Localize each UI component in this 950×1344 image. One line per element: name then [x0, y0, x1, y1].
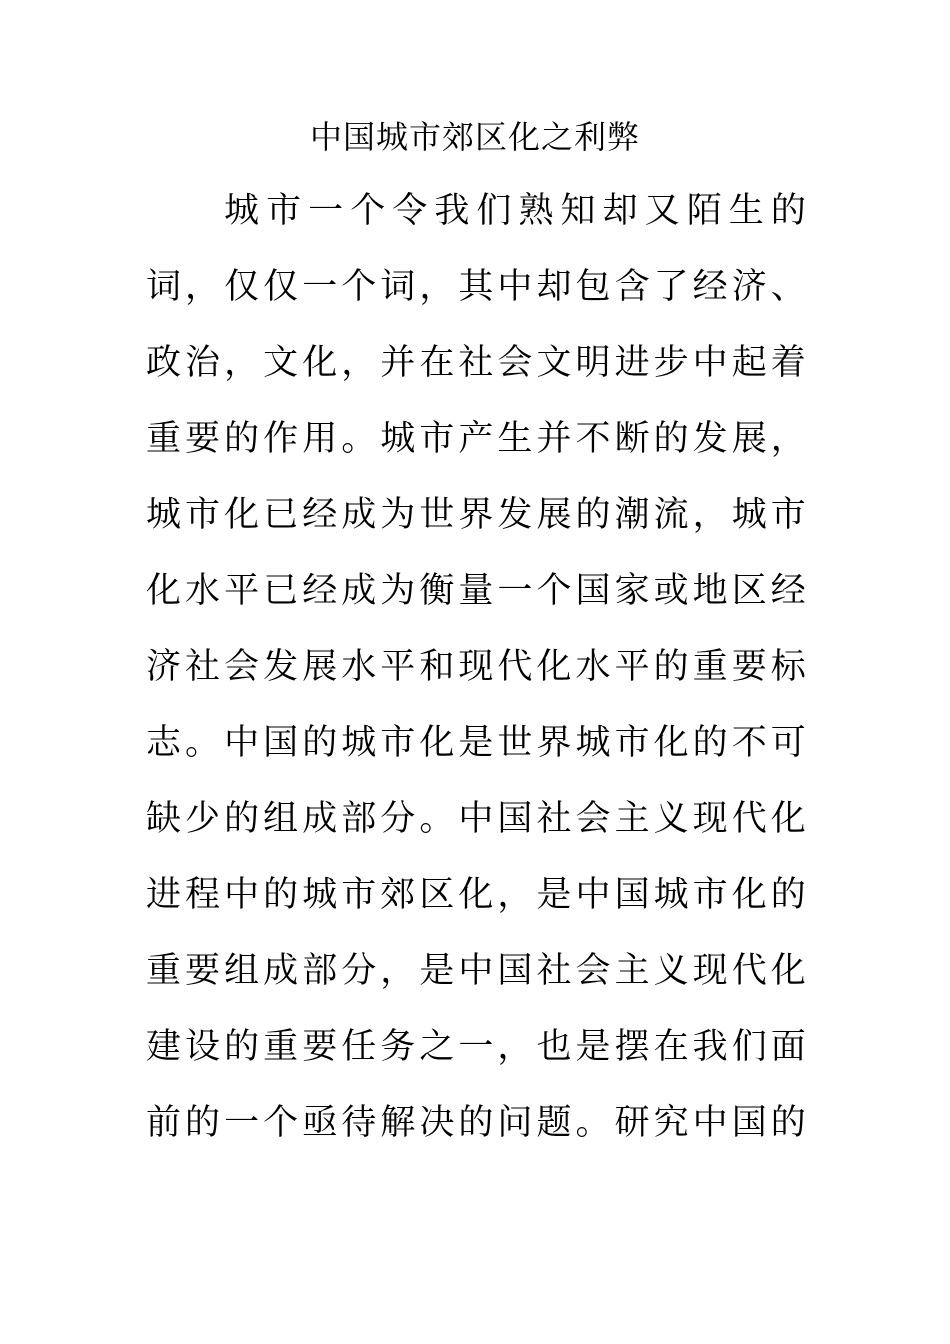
- text-glyph: 明: [575, 343, 611, 383]
- text-glyph: 城: [302, 875, 338, 915]
- text-glyph: 仅: [263, 267, 299, 307]
- paragraph-line: [146, 185, 806, 261]
- text-glyph: 展: [302, 647, 338, 687]
- text-glyph: 生: [497, 419, 533, 459]
- text-glyph: 化: [419, 723, 455, 763]
- text-glyph: 的: [302, 723, 338, 763]
- text-glyph: 济: [146, 647, 182, 687]
- text-glyph: 究: [653, 1103, 689, 1143]
- paragraph-line: [146, 565, 806, 641]
- text-glyph: ，: [341, 343, 377, 383]
- text-glyph: 成: [263, 951, 299, 991]
- text-glyph: 。: [575, 1103, 611, 1143]
- text-glyph: 现: [692, 799, 728, 839]
- text-glyph: 文: [263, 343, 299, 383]
- text-glyph: 社: [185, 647, 221, 687]
- text-glyph: 词: [146, 267, 182, 307]
- text-glyph: 任: [341, 1027, 377, 1067]
- text-glyph: 国: [497, 951, 533, 991]
- body-paragraph: [146, 185, 806, 1173]
- text-glyph: 济: [731, 267, 767, 307]
- text-glyph: 城: [224, 191, 260, 231]
- paragraph-line: [146, 717, 806, 793]
- text-glyph: 会: [224, 647, 260, 687]
- text-glyph: 作: [263, 419, 299, 459]
- text-glyph: 们: [476, 191, 512, 231]
- text-glyph: 一: [308, 191, 344, 231]
- text-glyph: 在: [653, 1027, 689, 1067]
- paragraph-line: [146, 793, 806, 869]
- text-glyph: 分: [380, 799, 416, 839]
- text-glyph: 在: [419, 343, 455, 383]
- text-glyph: 城: [731, 495, 767, 535]
- text-glyph: 进: [614, 343, 650, 383]
- text-glyph: 义: [653, 799, 689, 839]
- text-glyph: 起: [731, 343, 767, 383]
- text-glyph: 国: [614, 875, 650, 915]
- text-glyph: 水: [185, 571, 221, 611]
- text-glyph: 、: [770, 267, 806, 307]
- text-glyph: 化: [224, 495, 260, 535]
- paragraph-line: [146, 413, 806, 489]
- text-glyph: 含: [614, 267, 650, 307]
- text-glyph: 经: [302, 571, 338, 611]
- text-glyph: 可: [770, 723, 806, 763]
- text-glyph: 要: [731, 647, 767, 687]
- text-glyph: 化: [536, 647, 572, 687]
- text-glyph: 仅: [224, 267, 260, 307]
- text-glyph: 并: [536, 419, 572, 459]
- document-title: 中国城市郊区化之利弊: [309, 118, 640, 156]
- text-glyph: 化: [731, 875, 767, 915]
- text-glyph: ，: [185, 267, 221, 307]
- text-glyph: 社: [458, 343, 494, 383]
- text-glyph: 中: [692, 343, 728, 383]
- text-glyph: 展: [731, 419, 767, 459]
- text-glyph: 化: [302, 343, 338, 383]
- text-glyph: 是: [419, 951, 455, 991]
- text-glyph: 是: [536, 875, 572, 915]
- text-glyph: 区: [731, 571, 767, 611]
- text-glyph: 城: [380, 419, 416, 459]
- text-glyph: 量: [458, 571, 494, 611]
- text-glyph: 平: [380, 647, 416, 687]
- text-glyph: 经: [692, 267, 728, 307]
- text-glyph: 成: [341, 571, 377, 611]
- text-glyph: 知: [560, 191, 596, 231]
- text-glyph: 市: [341, 875, 377, 915]
- text-glyph: 的: [224, 1027, 260, 1067]
- text-glyph: 一: [458, 1027, 494, 1067]
- text-glyph: 成: [302, 799, 338, 839]
- text-glyph: 中: [692, 1103, 728, 1143]
- text-glyph: 的: [692, 723, 728, 763]
- text-glyph: 国: [263, 723, 299, 763]
- text-glyph: 和: [419, 647, 455, 687]
- text-glyph: 生: [728, 191, 764, 231]
- text-glyph: 不: [575, 419, 611, 459]
- text-glyph: 代: [731, 951, 767, 991]
- text-glyph: 潮: [614, 495, 650, 535]
- text-glyph: 并: [380, 343, 416, 383]
- text-glyph: 城: [341, 723, 377, 763]
- text-glyph: 郊: [380, 875, 416, 915]
- text-glyph: 的: [224, 799, 260, 839]
- text-glyph: 重: [263, 1027, 299, 1067]
- text-glyph: 经: [770, 571, 806, 611]
- text-glyph: 个: [536, 571, 572, 611]
- text-glyph: 的: [653, 419, 689, 459]
- text-glyph: 或: [653, 571, 689, 611]
- text-glyph: 面: [770, 1027, 806, 1067]
- text-glyph: ，: [224, 343, 260, 383]
- text-glyph: 步: [653, 343, 689, 383]
- text-glyph: 发: [263, 647, 299, 687]
- text-glyph: 标: [770, 647, 806, 687]
- text-glyph: 包: [575, 267, 611, 307]
- paragraph-line: [146, 1097, 806, 1173]
- text-glyph: 前: [146, 1103, 182, 1143]
- text-glyph: 。: [419, 799, 455, 839]
- text-glyph: 部: [341, 799, 377, 839]
- text-glyph: 市: [266, 191, 302, 231]
- text-glyph: 组: [224, 951, 260, 991]
- text-glyph: 了: [653, 267, 689, 307]
- text-glyph: 已: [263, 495, 299, 535]
- text-glyph: 个: [263, 1103, 299, 1143]
- text-glyph: 。: [185, 723, 221, 763]
- text-glyph: 市: [692, 875, 728, 915]
- text-glyph: 治: [185, 343, 221, 383]
- text-glyph: ，: [497, 875, 533, 915]
- text-glyph: 代: [731, 799, 767, 839]
- text-glyph: 界: [536, 723, 572, 763]
- text-glyph: 的: [770, 875, 806, 915]
- text-glyph: 政: [146, 343, 182, 383]
- text-glyph: 陌: [686, 191, 722, 231]
- text-glyph: 化: [146, 571, 182, 611]
- text-glyph: 化: [770, 951, 806, 991]
- text-glyph: 建: [146, 1027, 182, 1067]
- text-glyph: 中: [458, 951, 494, 991]
- text-glyph: 现: [458, 647, 494, 687]
- text-glyph: 发: [692, 419, 728, 459]
- text-glyph: 义: [653, 951, 689, 991]
- text-glyph: 主: [614, 951, 650, 991]
- text-glyph: 要: [302, 1027, 338, 1067]
- text-glyph: 城: [653, 875, 689, 915]
- text-glyph: 研: [614, 1103, 650, 1143]
- text-glyph: 词: [380, 267, 416, 307]
- text-glyph: ，: [380, 951, 416, 991]
- text-glyph: 一: [497, 571, 533, 611]
- text-glyph: 不: [731, 723, 767, 763]
- text-glyph: 界: [458, 495, 494, 535]
- text-glyph: 市: [419, 419, 455, 459]
- text-glyph: 重: [146, 951, 182, 991]
- paragraph-line: [146, 945, 806, 1021]
- text-glyph: 题: [536, 1103, 572, 1143]
- text-glyph: ，: [770, 419, 806, 459]
- text-glyph: 国: [575, 571, 611, 611]
- paragraph-line: [146, 489, 806, 565]
- text-glyph: 世: [419, 495, 455, 535]
- text-glyph: 又: [644, 191, 680, 231]
- text-glyph: 我: [434, 191, 470, 231]
- text-glyph: 成: [341, 495, 377, 535]
- text-glyph: ，: [419, 267, 455, 307]
- text-glyph: 平: [224, 571, 260, 611]
- text-glyph: 分: [341, 951, 377, 991]
- paragraph-line: [146, 869, 806, 945]
- text-glyph: 问: [497, 1103, 533, 1143]
- text-glyph: 组: [263, 799, 299, 839]
- text-glyph: 要: [185, 419, 221, 459]
- text-glyph: 已: [263, 571, 299, 611]
- text-glyph: 要: [185, 951, 221, 991]
- text-glyph: 个: [350, 191, 386, 231]
- text-glyph: 令: [392, 191, 428, 231]
- text-glyph: 我: [692, 1027, 728, 1067]
- text-glyph: 熟: [518, 191, 554, 231]
- text-glyph: 现: [692, 951, 728, 991]
- text-glyph: 市: [185, 495, 221, 535]
- text-glyph: 文: [536, 343, 572, 383]
- text-glyph: 中: [497, 267, 533, 307]
- paragraph-line: [146, 641, 806, 717]
- text-glyph: 中: [224, 875, 260, 915]
- text-glyph: 家: [614, 571, 650, 611]
- text-glyph: 市: [770, 495, 806, 535]
- text-glyph: 是: [458, 723, 494, 763]
- text-glyph: 解: [380, 1103, 416, 1143]
- text-glyph: 国: [497, 799, 533, 839]
- text-glyph: 一: [302, 267, 338, 307]
- text-glyph: 决: [419, 1103, 455, 1143]
- text-glyph: 市: [380, 723, 416, 763]
- text-glyph: 展: [536, 495, 572, 535]
- text-glyph: 的: [458, 1103, 494, 1143]
- text-glyph: 少: [185, 799, 221, 839]
- text-glyph: 化: [770, 799, 806, 839]
- text-glyph: 一: [224, 1103, 260, 1143]
- text-glyph: 区: [419, 875, 455, 915]
- text-glyph: 会: [575, 799, 611, 839]
- text-glyph: 摆: [614, 1027, 650, 1067]
- text-glyph: 为: [380, 571, 416, 611]
- text-glyph: 却: [536, 267, 572, 307]
- text-glyph: 待: [341, 1103, 377, 1143]
- text-glyph: 城: [146, 495, 182, 535]
- paragraph-line: [146, 261, 806, 337]
- text-glyph: 市: [614, 723, 650, 763]
- text-glyph: 亟: [302, 1103, 338, 1143]
- text-glyph: 流: [653, 495, 689, 535]
- text-glyph: 为: [380, 495, 416, 535]
- text-glyph: 社: [536, 799, 572, 839]
- text-glyph: 的: [224, 419, 260, 459]
- text-glyph: 用: [302, 419, 338, 459]
- text-glyph: 中: [575, 875, 611, 915]
- text-glyph: 经: [302, 495, 338, 535]
- text-glyph: 重: [692, 647, 728, 687]
- text-glyph: 的: [575, 495, 611, 535]
- text-glyph: 的: [770, 1103, 806, 1143]
- text-glyph: 化: [653, 723, 689, 763]
- text-glyph: 地: [692, 571, 728, 611]
- paragraph-line: [146, 1021, 806, 1097]
- paragraph-line: [146, 337, 806, 413]
- text-glyph: 。: [341, 419, 377, 459]
- text-glyph: 代: [497, 647, 533, 687]
- text-glyph: 着: [770, 343, 806, 383]
- text-glyph: 中: [458, 799, 494, 839]
- text-glyph: 也: [536, 1027, 572, 1067]
- text-glyph: 却: [602, 191, 638, 231]
- text-glyph: 部: [302, 951, 338, 991]
- text-glyph: 程: [185, 875, 221, 915]
- text-glyph: 们: [731, 1027, 767, 1067]
- text-glyph: 设: [185, 1027, 221, 1067]
- text-glyph: 进: [146, 875, 182, 915]
- text-glyph: 是: [575, 1027, 611, 1067]
- text-glyph: 水: [341, 647, 377, 687]
- text-glyph: 国: [731, 1103, 767, 1143]
- text-glyph: 的: [185, 1103, 221, 1143]
- text-glyph: 断: [614, 419, 650, 459]
- text-glyph: 城: [575, 723, 611, 763]
- text-glyph: 产: [458, 419, 494, 459]
- text-glyph: 志: [146, 723, 182, 763]
- text-glyph: 之: [419, 1027, 455, 1067]
- text-glyph: 重: [146, 419, 182, 459]
- text-glyph: 的: [770, 191, 806, 231]
- text-glyph: 会: [497, 343, 533, 383]
- text-glyph: 发: [497, 495, 533, 535]
- text-glyph: 中: [224, 723, 260, 763]
- text-glyph: 水: [575, 647, 611, 687]
- text-glyph: 衡: [419, 571, 455, 611]
- text-glyph: 化: [458, 875, 494, 915]
- text-glyph: 主: [614, 799, 650, 839]
- text-glyph: 平: [614, 647, 650, 687]
- text-glyph: 世: [497, 723, 533, 763]
- text-glyph: 社: [536, 951, 572, 991]
- text-glyph: 个: [341, 267, 377, 307]
- text-glyph: 的: [653, 647, 689, 687]
- text-glyph: 其: [458, 267, 494, 307]
- text-glyph: 会: [575, 951, 611, 991]
- text-glyph: 缺: [146, 799, 182, 839]
- text-glyph: 务: [380, 1027, 416, 1067]
- text-glyph: ，: [497, 1027, 533, 1067]
- text-glyph: ，: [692, 495, 728, 535]
- text-glyph: 的: [263, 875, 299, 915]
